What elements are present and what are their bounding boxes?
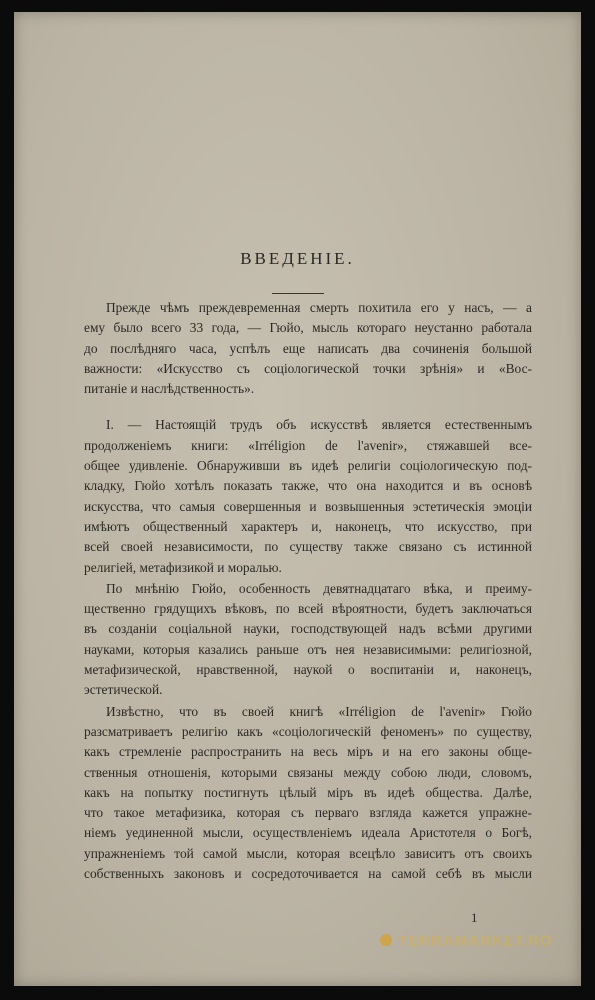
heading-divider xyxy=(272,293,324,294)
paragraph xyxy=(84,298,532,399)
text-line: I. — Настоящій трудъ объ искусствѣ является естественнымъ xyxy=(106,417,532,433)
text-line: до послѣдняго часа, успѣлъ еще написать два сочиненія большой xyxy=(84,340,532,356)
watermark-text: TERRAMARKET.RO xyxy=(398,932,553,949)
text-line: разсматриваетъ религію какъ «соціологическій феноменъ» по существу, xyxy=(84,723,532,739)
body-text xyxy=(84,298,532,884)
text-line: продолженіемъ книги: «Irréligion de l'avenir», стяжавшей все- xyxy=(84,437,532,453)
text-line: Извѣстно, что въ своей книгѣ «Irréligion de l'avenir» Гюйо xyxy=(106,703,532,719)
text-line: щественно грядущихъ вѣковъ, по всей вѣроятности, будетъ заключаться xyxy=(84,601,532,617)
text-line: упражненіемъ той самой мысли, которая всецѣло зависитъ отъ своихъ xyxy=(84,845,532,861)
text-line: питаніе и наслѣдственность». xyxy=(84,381,255,397)
text-line: Прежде чѣмъ преждевременная смерть похитила его у насъ, — а xyxy=(106,300,532,315)
text-line: По мнѣнію Гюйо, особенность девятнадцатаго вѣка, и преиму- xyxy=(106,580,532,596)
text-line: какъ стремленіе распространить на весь міръ и на его законы обще- xyxy=(84,744,532,760)
text-line: ственныя отношенія, которыми связаны между собою люди, словомъ, xyxy=(84,764,532,780)
text-line: искусства, что самыя совершенныя и возвышенныя эстетическія эмоціи xyxy=(84,498,532,514)
text-line: эстетической. xyxy=(84,682,163,698)
text-line: ему было всего 33 года, — Гюйо, мысль котораго неустанно работала xyxy=(84,320,532,336)
book-page xyxy=(14,12,581,986)
text-line: метафизической, нравственной, наукой о воспитаніи и, наконецъ, xyxy=(84,662,532,678)
paragraph xyxy=(84,579,532,701)
text-line: имѣютъ общественный характеръ и, наконецъ, что искусство, при xyxy=(84,518,532,534)
text-line: какъ на попытку постигнуть цѣлый міръ въ идеѣ общества. Далѣе, xyxy=(84,784,532,800)
text-line: религіей, метафизикой и моралью. xyxy=(84,559,282,575)
watermark-logo-icon xyxy=(380,934,392,946)
watermark xyxy=(380,932,553,949)
text-line: въ созданіи соціальной науки, господствующей надъ всѣми другими xyxy=(84,621,532,637)
paragraph xyxy=(84,702,532,885)
text-line: важности: «Искусство съ соціологической точки зрѣнія» и «Вос- xyxy=(84,360,532,376)
text-line: науками, которыя казались раньше отъ нея независимыми: религіозной, xyxy=(84,641,532,657)
paragraph xyxy=(84,415,532,577)
chapter-heading: ВВЕДЕНІЕ. xyxy=(240,249,355,268)
page-number: 1 xyxy=(471,910,478,925)
text-line: ніемъ уединенной мысли, осуществленіемъ идеала Аристотеля о Богѣ, xyxy=(84,825,532,841)
text-line: что такое метафизика, которая съ перваго взгляда кажется упражне- xyxy=(84,805,532,821)
text-line: собственныхъ законовъ и сосредоточивается на самой себѣ въ мысли xyxy=(84,866,532,882)
text-line: всей своей независимости, по существу также связано съ истинной xyxy=(84,539,532,555)
text-line: общее удивленіе. Обнаруживши въ идеѣ религіи соціологическую под- xyxy=(84,458,532,474)
text-line: кладку, Гюйо хотѣлъ показать также, что она находится и въ основѣ xyxy=(84,478,532,494)
